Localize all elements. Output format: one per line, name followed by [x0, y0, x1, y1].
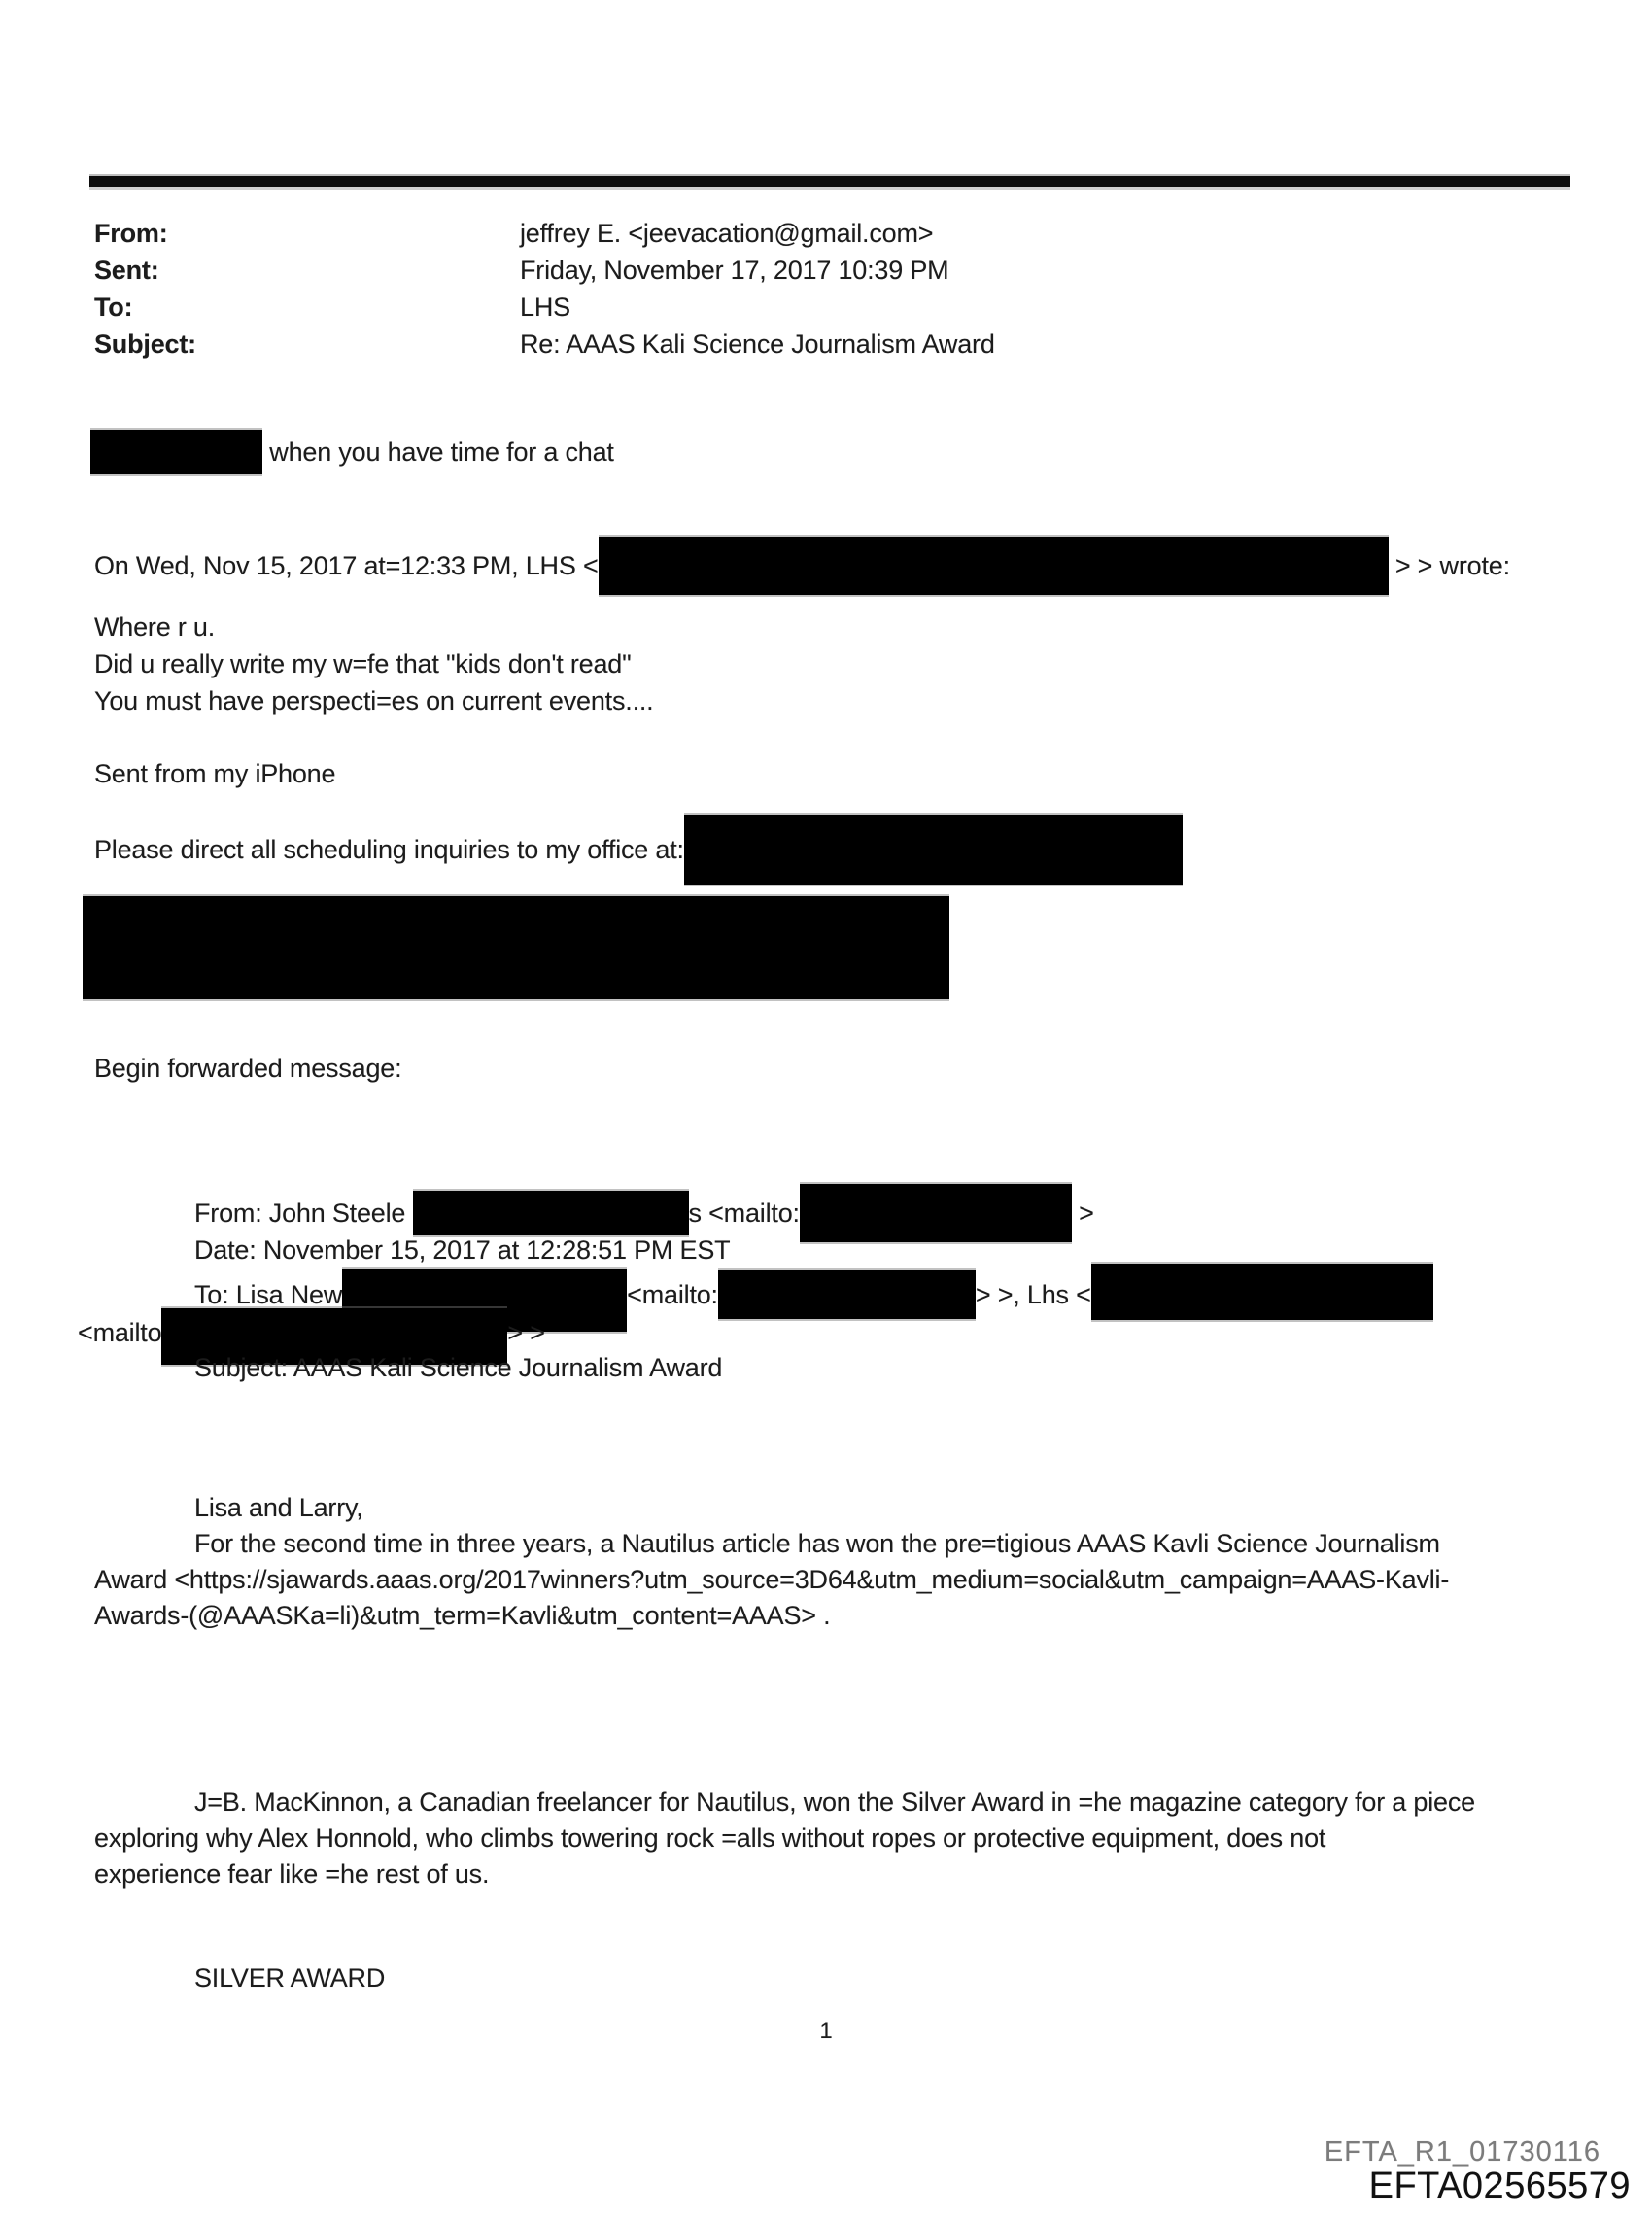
header-row-from [94, 215, 995, 252]
quoted-reply-intro-line [94, 537, 1510, 595]
forwarded-to-mailto: <mailto: [627, 1279, 718, 1309]
forwarded-subject-line: Subject: AAAS Kali Science Journalism Award [194, 1353, 723, 1382]
email-header [94, 215, 995, 363]
redaction-block-large [83, 896, 949, 999]
chat-line [90, 430, 614, 474]
bates-control-number: EFTA02565579 [1368, 2166, 1631, 2206]
header-row-sent [94, 252, 995, 289]
redaction-box [718, 1270, 976, 1319]
header-row-to [94, 289, 995, 326]
header-row-subject [94, 326, 995, 363]
paragraph-line: experience fear like =he rest of us. [94, 1859, 490, 1889]
silver-award-heading: SILVER AWARD [194, 1963, 386, 1993]
forwarded-from-suffix: > [1071, 1198, 1094, 1228]
quote-line: Did u really write my w=fe that "kids don't read" [94, 649, 632, 678]
quoted-message [94, 608, 654, 719]
salutation: Lisa and Larry, [194, 1493, 363, 1522]
redaction-box [90, 430, 262, 474]
from-value: jeffrey E. <jeevacation@gmail.com> [520, 219, 934, 248]
redaction-box [1091, 1264, 1433, 1320]
scheduling-line [94, 815, 1183, 885]
forwarded-to-mid: > >, Lhs < [975, 1279, 1091, 1309]
paragraph-line: Award <https://sjawards.aaas.org/2017winners?utm_source=3D64&utm_medium=social&utm_campaign=AAAS-Kavli- [94, 1565, 1450, 1594]
forwarded-date-line: Date: November 15, 2017 at 12:28:51 PM EST [194, 1235, 731, 1265]
to-value: LHS [520, 293, 570, 322]
bates-production-number: EFTA_R1_01730116 [1324, 2136, 1600, 2168]
forwarded-from-prefix: From: John Steele [194, 1198, 413, 1228]
forwarded-from-mid: s <mailto: [688, 1198, 800, 1228]
forwarded-to-prefix: To: Lisa New [194, 1279, 343, 1309]
paragraph-line: For the second time in three years, a Nautilus article has won the pre=tigious AAAS Kavli Science Journalism [194, 1529, 1440, 1558]
on-wed-suffix-text: > > wrote: [1388, 550, 1510, 580]
page-number: 1 [819, 2018, 833, 2044]
subject-value: Re: AAAS Kali Science Journalism Award [520, 330, 995, 359]
forwarded-wrap-prefix: <mailto [78, 1317, 162, 1347]
to-label: To: [94, 293, 133, 322]
sent-value: Friday, November 17, 2017 10:39 PM [520, 256, 949, 285]
quote-line: Where r u. [94, 612, 216, 642]
redaction-box [684, 815, 1183, 885]
message-paragraph-2 [94, 1785, 1610, 1892]
redaction-box [413, 1191, 689, 1235]
paragraph-line: J=B. MacKinnon, a Canadian freelancer for Nautilus, won the Silver Award in =he magazine category for a piece [194, 1788, 1475, 1817]
on-wed-prefix-text: On Wed, Nov 15, 2017 at=12:33 PM, LHS < [94, 550, 599, 580]
chat-line-text: when you have time for a chat [262, 436, 614, 467]
from-label: From: [94, 219, 168, 248]
message-paragraph-1 [94, 1490, 1610, 1634]
paragraph-line: Awards-(@AAASKa=li)&utm_term=Kavli&utm_content=AAAS> . [94, 1601, 831, 1630]
iphone-signature: Sent from my iPhone [94, 759, 336, 788]
paragraph-line: exploring why Alex Honnold, who climbs towering rock =alls without ropes or protective equipment, does not [94, 1823, 1326, 1853]
subject-label: Subject: [94, 330, 196, 359]
header-divider-bar [89, 176, 1570, 187]
sent-label: Sent: [94, 256, 159, 285]
forwarded-wrap-suffix: > > [507, 1317, 545, 1347]
redaction-box [800, 1184, 1072, 1242]
scheduling-prefix-text: Please direct all scheduling inquiries to my office at: [94, 834, 684, 864]
begin-forwarded-label: Begin forwarded message: [94, 1054, 402, 1083]
quote-line: You must have perspecti=es on current events.... [94, 686, 654, 715]
redaction-box [599, 537, 1389, 595]
